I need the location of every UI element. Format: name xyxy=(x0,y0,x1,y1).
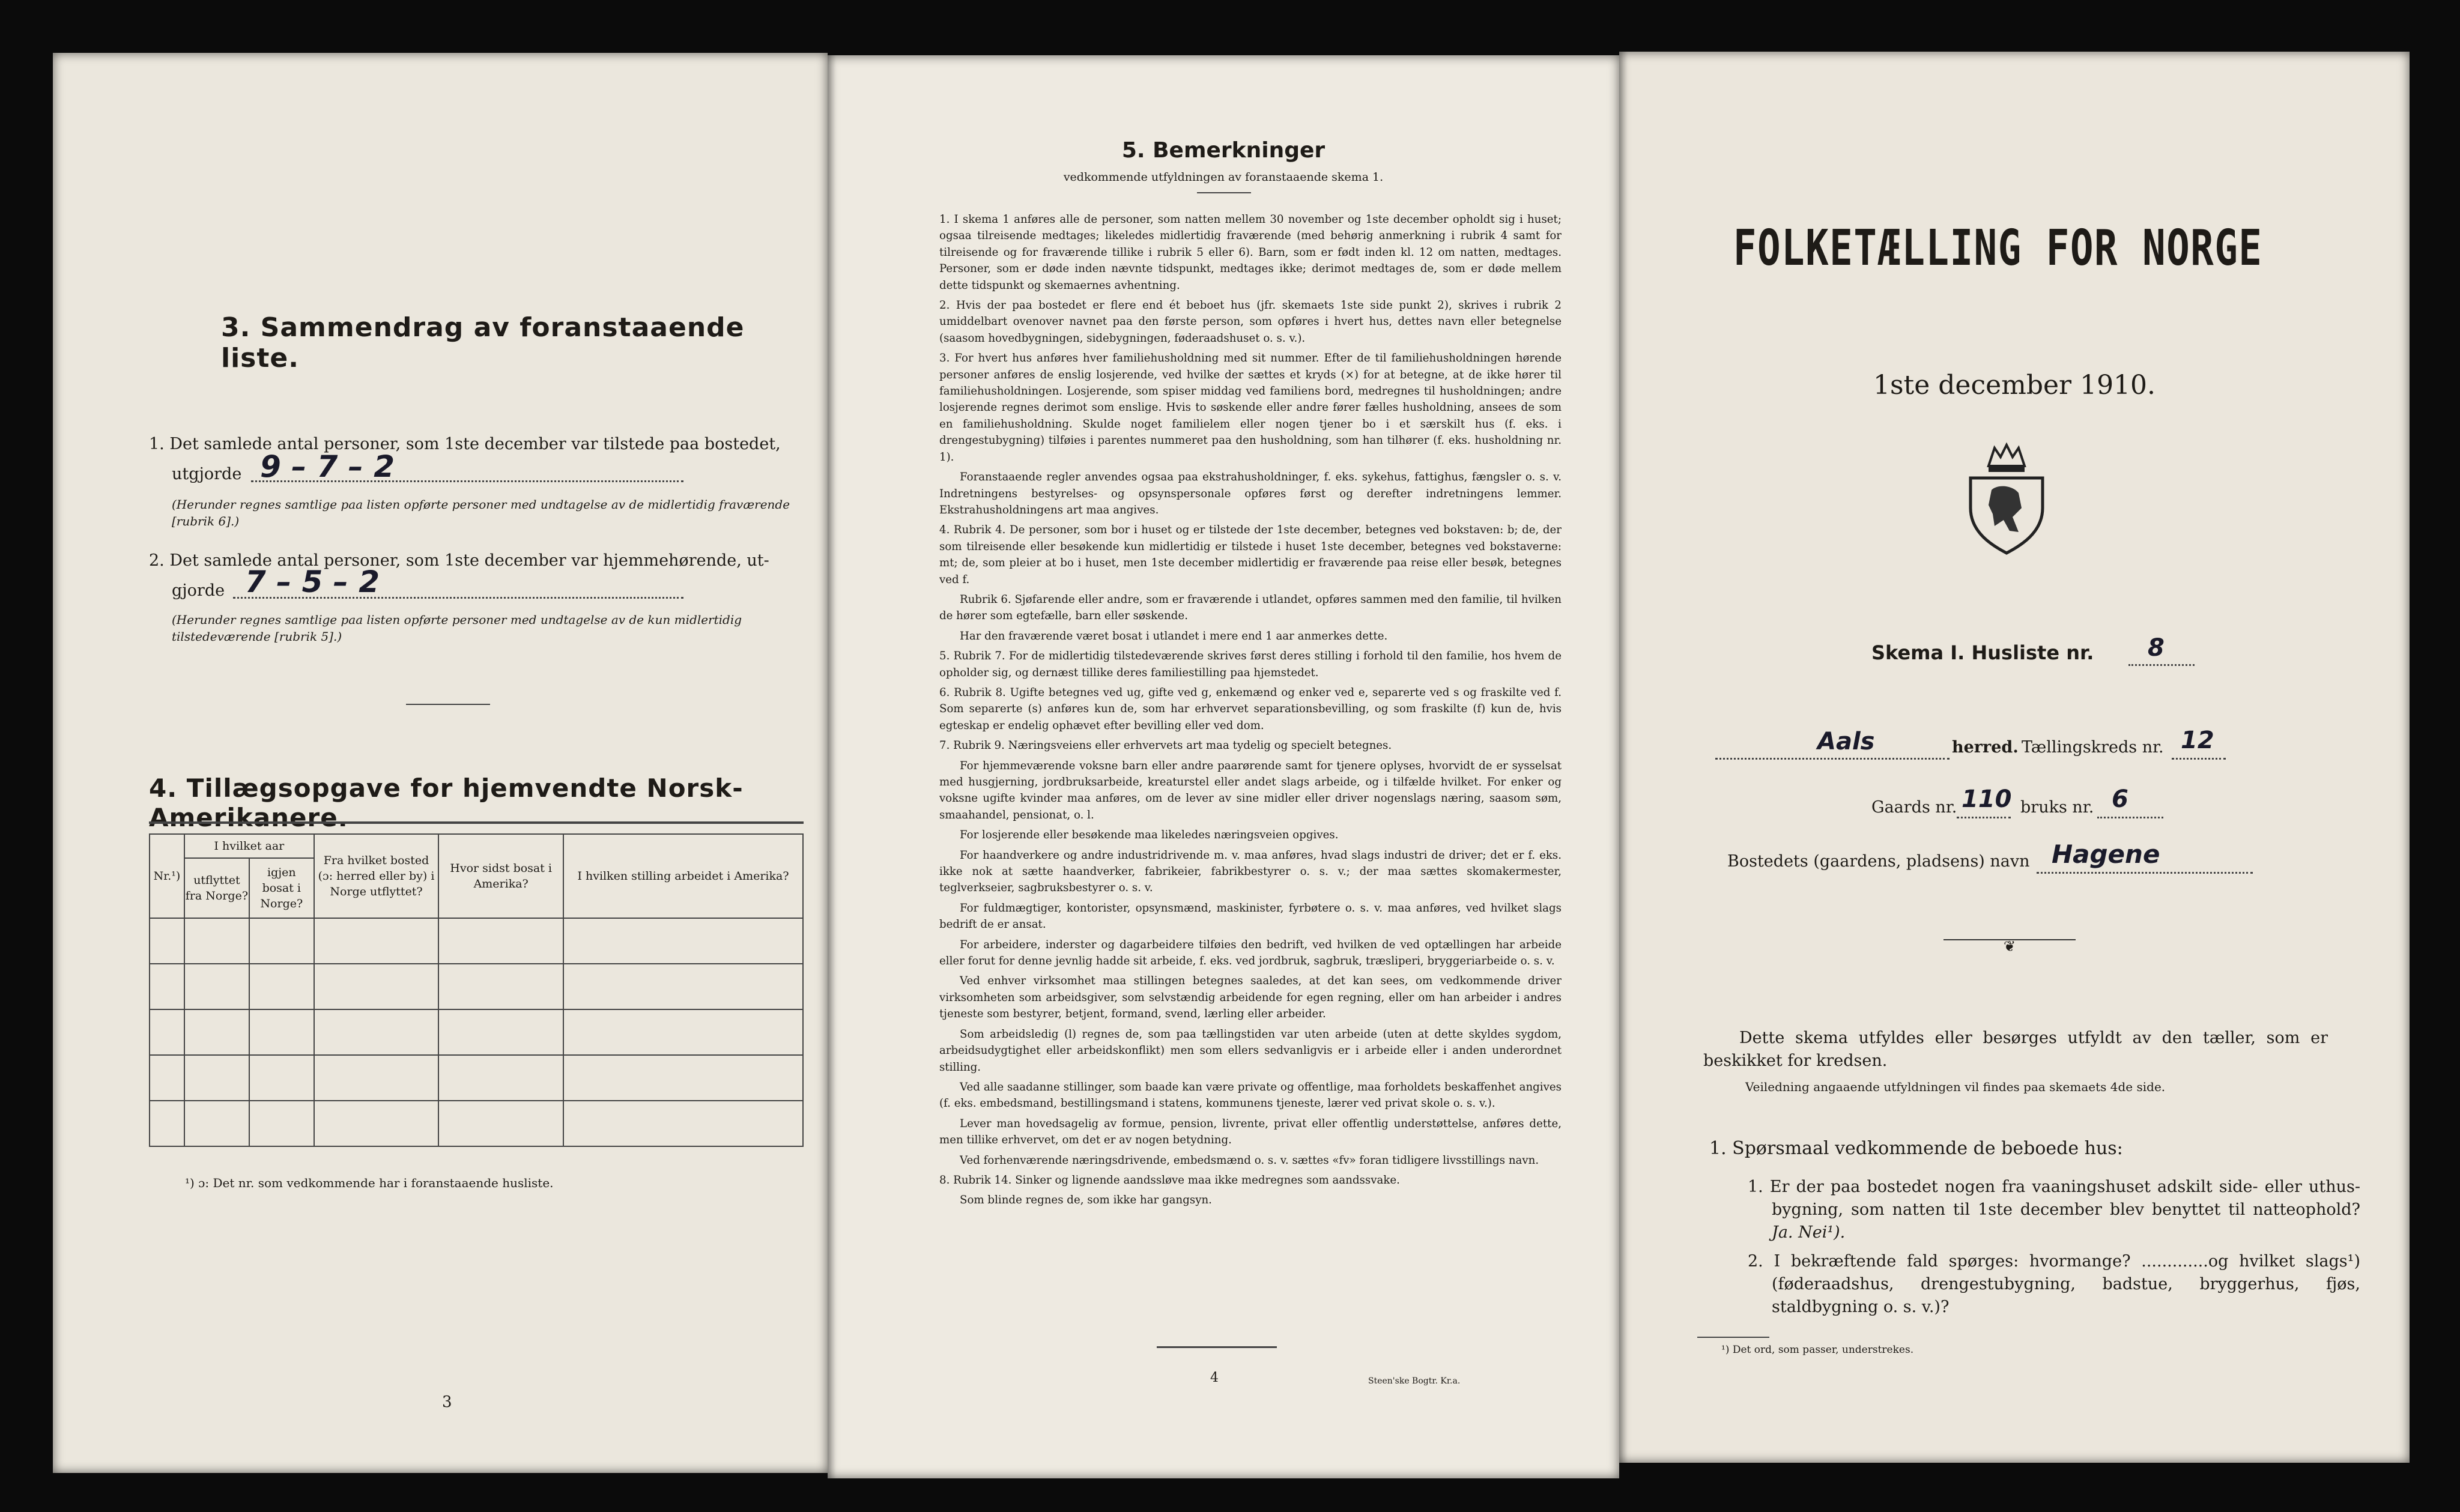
printer-imprint: Steen'ske Bogtr. Kr.a. xyxy=(1368,1376,1461,1386)
bosted-value: Hagene xyxy=(2052,839,2160,869)
col-bosted: Fra hvilket bosted (ɔ: herred eller by) i Norge utflyttet? xyxy=(314,834,439,918)
husliste-nr: 8 xyxy=(2148,634,2165,662)
gaards-label: Gaards nr. xyxy=(1871,798,1957,817)
herred-value: Aals xyxy=(1817,728,1875,755)
footnote: ¹) Det ord, som passer, understrekes. xyxy=(1721,1344,1914,1356)
page-middle xyxy=(828,55,1619,1478)
remark-paragraph: Lever man hovedsagelig av formue, pension, livrente, privat eller offentlig understøttelse, anføres dette, men tillike erhvervet, om det er av nogen betydning. xyxy=(939,1117,1562,1147)
question-1: 1. Er der paa bostedet nogen fra vaaningshuset adskilt side- eller uthus-bygning, som natten til 1ste december blev benyttet til natteophold? Ja. Nei¹). xyxy=(1748,1178,2360,1242)
remark-paragraph: 7. Rubrik 9. Næringsveiens eller erhvervets art maa tydelig og specielt betegnes. xyxy=(939,739,1392,752)
remark-paragraph: For arbeidere, inderster og dagarbeidere tilføies den bedrift, ved hvilken de ved optællingen har arbeide eller forut for denne jevnlig hadde sit arbeide, f. eks. ved jordbruk, sagbruk, træsliperi, bryggeriarbeide o. s. v. xyxy=(939,938,1562,968)
remark-paragraph: 2. Hvis der paa bostedet er flere end ét beboet hus (jfr. skemaets 1ste side punkt 2), skrives i rubrik 2 umiddelbart ovenover navnet paa den første person, som opføres i hvert hus, dettes navn eller betegnelse (saasom hovedbygningen, sidebygningen, føderaadshuset o. s. v.). xyxy=(939,299,1562,345)
item1-note: (Herunder regnes samtlige paa listen opførte personer med undtagelse av de midlertidig fraværende [rubrik 6].) xyxy=(172,497,790,528)
section4-title: 4. Tillægsopgave for hjemvendte Norsk-Amerikanere. xyxy=(149,773,744,832)
remark-paragraph: Som blinde regnes de, som ikke har gangsyn. xyxy=(960,1194,1212,1207)
page-number: 3 xyxy=(442,1393,452,1411)
col-utflyttet: utflyttet fra Norge? xyxy=(184,858,249,918)
table-row xyxy=(150,1101,803,1146)
remark-paragraph: Som arbeidsledig (l) regnes de, som paa tællingstiden var uten arbeide (uten at dette skyldes sygdom, arbeidsudygtighet eller arbeidskonflikt) men som ellers sedvanligvis er i arbeide eller i anden underordnet stilling. xyxy=(939,1027,1562,1074)
table-row xyxy=(150,918,803,964)
remark-paragraph: Ved alle saadanne stillinger, som baade kan være private og offentlige, maa forholdets beskaffenhet angives (f. eks. embedsmand, bestillingsmand i statens, kommunens tjeneste, lærer ved privat skole o. s. v.). xyxy=(939,1080,1562,1110)
table-row xyxy=(150,1055,803,1101)
krets-label: Tællingskreds nr. xyxy=(2022,738,2164,757)
page-right xyxy=(1619,52,2410,1463)
col-igjen: igjen bosat i Norge? xyxy=(249,858,314,918)
bosted-label: Bostedets (gaardens, pladsens) navn xyxy=(1727,852,2030,871)
remarks-title: 5. Bemerkninger xyxy=(1121,138,1325,163)
remark-paragraph: 5. Rubrik 7. For de midlertidig tilstedeværende skrives først deres stilling i forhold til den familie, hos hvem de opholder sig, og dernæst tillike deres familiestilling paa hjemstedet. xyxy=(939,650,1562,679)
remark-paragraph: For losjerende eller besøkende maa likeledes næringsveien opgives. xyxy=(960,829,1339,842)
census-title: FOLKETÆLLING FOR NORGE xyxy=(1733,220,2263,277)
col-amerika: Hvor sidst bosat i Amerika? xyxy=(438,834,563,918)
gaards-value: 110 xyxy=(1962,785,2012,813)
col-group-year: I hvilket aar xyxy=(184,834,314,858)
question-2: 2. I bekræftende fald spørges: hvormange? .............og hvilket slags¹) (føderaadshus, drengestubygning, badstue, bryggerhus, fjøs, staldbygning o. s. v.)? xyxy=(1748,1252,2360,1316)
page-number: 4 xyxy=(1210,1370,1219,1385)
remark-paragraph: 4. Rubrik 4. De personer, som bor i huset og er tilstede der 1ste december, betegnes ved bokstaven: b; de, der som tilreisende eller besøkende kun midlertidig er tilstede i huset 1ste december, betegnes ved bokstaverne: mt; de, som pleier at bo i huset, men 1ste december midlertidig er fraværende paa reise eller besøk, betegnes ved f. xyxy=(939,524,1562,586)
remark-paragraph: For hjemmeværende voksne barn eller andre paarørende samt for tjenere oplyses, hvorvidt de er sysselsat med husgjerning, jordbruksarbeide, kreaturstel eller andet slags arbeide, og i tilfælde hvilket. For enker og voksne ugifte kvinder maa anføres, om de lever av sine midler eller driver nogenslags næring, saasom søm, smaahandel, pensionat, o. l. xyxy=(939,759,1562,821)
remark-paragraph: Foranstaaende regler anvendes ogsaa paa ekstrahusholdninger, f. eks. sykehus, fattighus, fængsler o. s. v. Indretningens bestyrelses- og opsynspersonale opføres først og derefter indretningens lemmer. Ekstrahusholdningens art maa angives. xyxy=(939,471,1562,516)
item1-text: 1. Det samlede antal personer, som 1ste december var tilstede paa bostedet, xyxy=(149,435,781,453)
divider xyxy=(406,704,490,705)
item2-text: 2. Det samlede antal personer, som 1ste december var hjemmehørende, ut- xyxy=(149,551,769,570)
info-subtext: Veiledning angaaende utfyldningen vil findes paa skemaets 4de side. xyxy=(1745,1080,2166,1094)
col-nr: Nr.¹) xyxy=(150,834,184,918)
footnote: ¹) ɔ: Det nr. som vedkommende har i foranstaaende husliste. xyxy=(185,1176,554,1190)
herred-label: herred. xyxy=(1952,738,2019,757)
col-stilling: I hvilken stilling arbeidet i Amerika? xyxy=(563,834,803,918)
remark-paragraph: 8. Rubrik 14. Sinker og lignende aandssløve maa ikke medregnes som aandssvake. xyxy=(939,1173,1400,1187)
coat-of-arms-icon xyxy=(1962,442,2052,556)
bruks-value: 6 xyxy=(2112,785,2128,813)
table-row xyxy=(150,964,803,1009)
bruks-label: bruks nr. xyxy=(2020,798,2094,817)
ornament-icon: ❦ xyxy=(2004,938,2016,955)
remark-paragraph: Har den fraværende været bosat i utlandet i mere end 1 aar anmerkes dette. xyxy=(960,629,1388,643)
question-1-answer: Ja. Nei¹). xyxy=(1772,1223,1846,1242)
remark-paragraph: For haandverkere og andre industridrivende m. v. maa anføres, hvad slags industri de driver; det er f. eks. ikke nok at sætte haandverker, fabrikeier, fabrikbestyrer o. s. v.; der maa sættes skomakermester, teglverkseier, sagbruksbestyrer o. s. v. xyxy=(939,848,1562,895)
item2-note: (Herunder regnes samtlige paa listen opførte personer med undtagelse av de kun midlertidig tilstedeværende [rubrik 5].) xyxy=(172,612,742,644)
questions-title: 1. Spørsmaal vedkommende de beboede hus: xyxy=(1709,1138,2123,1159)
section3-title: 3. Sammendrag av foranstaaende liste. xyxy=(221,312,745,373)
table-row xyxy=(150,1009,803,1055)
remark-paragraph: 6. Rubrik 8. Ugifte betegnes ved ug, gifte ved g, enkemænd og enker ved e, separerte ved s og fraskilte ved f. Som separerte (s) anføres kun de, som har erhvervet separationsbevilling, og som fraskilte (f) kun de, hvis egteskap er endelig ophævet efter bevilling eller ved dom. xyxy=(939,686,1562,732)
remark-paragraph: 1. I skema 1 anføres alle de personer, som natten mellem 30 november og 1ste december opholdt sig i huset; ogsaa tilreisende medtages; likeledes midlertidig fraværende (med behørig anmerkning i rubrik 4 samt for tilreisende og for fraværende tillike i rubrik 5 eller 6). Barn, som er født inden kl. 12 om natten, medtages. Personer, som er døde inden nævnte tidspunkt, medtages ikke; derimot medtages de, som er døde mellem dette tidspunkt og skemaernes avhentning. xyxy=(939,213,1562,292)
item1-prefix: utgjorde xyxy=(172,465,242,483)
table-top-rule xyxy=(149,821,804,824)
item1-value: 9 – 7 – 2 xyxy=(260,449,395,484)
remarks-subtitle: vedkommende utfyldningen av foranstaaende skema 1. xyxy=(1063,171,1384,184)
schema-label: Skema I. Husliste nr. xyxy=(1871,641,2094,664)
remark-paragraph: Ved forhenværende næringsdrivende, embedsmænd o. s. v. sættes «fv» foran tidligere livsstillings navn. xyxy=(960,1154,1539,1167)
census-date: 1ste december 1910. xyxy=(1873,370,2156,401)
item2-value: 7 – 5 – 2 xyxy=(245,564,380,599)
krets-value: 12 xyxy=(2181,727,2214,754)
remark-paragraph: Rubrik 6. Sjøfarende eller andre, som er fraværende i utlandet, opføres sammen med den familie, til hvilken de hører som egtefælle, barn eller søskende. xyxy=(939,593,1562,623)
item2-prefix: gjorde xyxy=(172,581,225,600)
remark-paragraph: For fuldmægtiger, kontorister, opsynsmænd, maskinister, fyrbøtere o. s. v. maa anføres, ved hvilket slags bedrift de er ansat. xyxy=(939,901,1562,931)
remarks-body xyxy=(919,211,1562,1212)
remark-paragraph: Ved enhver virksomhet maa stillingen betegnes saaledes, at det kan sees, om vedkommende driver virksomheten som arbeidsgiver, som selvstændig arbeidende for egen regning, eller om han arbeider i andres tjeneste som bestyrer, betjent, formand, svend, lærling eller arbeider. xyxy=(939,975,1562,1021)
remark-paragraph: 3. For hvert hus anføres hver familiehusholdning med sit nummer. Efter de til familiehusholdningen hørende personer anføres de enslig losjerende, ved hvilke der sættes et kryds (×) for at betegne, at de ikke hører til familiehusholdningen. Losjerende, som spiser middag ved familiens bord, medregnes til husholdningen; andre losjerende regnes derimot som enslige. Hvis to søskende eller andre fører fælles husholdning, ansees de som en familiehusholdning. Skulde noget familielem eller nogen tjener bo i et særskilt hus (f. eks. i drengestubygning) tilføies i parentes nummeret paa den husholdning, som han tilhører (f. eks. husholdning nr. 1). xyxy=(939,352,1562,464)
info-text: Dette skema utfyldes eller besørges utfyldt av den tæller, som er beskikket for kredsen. xyxy=(1703,1029,2328,1070)
norsk-amerikanere-table xyxy=(149,833,804,1147)
page-left xyxy=(53,53,828,1473)
